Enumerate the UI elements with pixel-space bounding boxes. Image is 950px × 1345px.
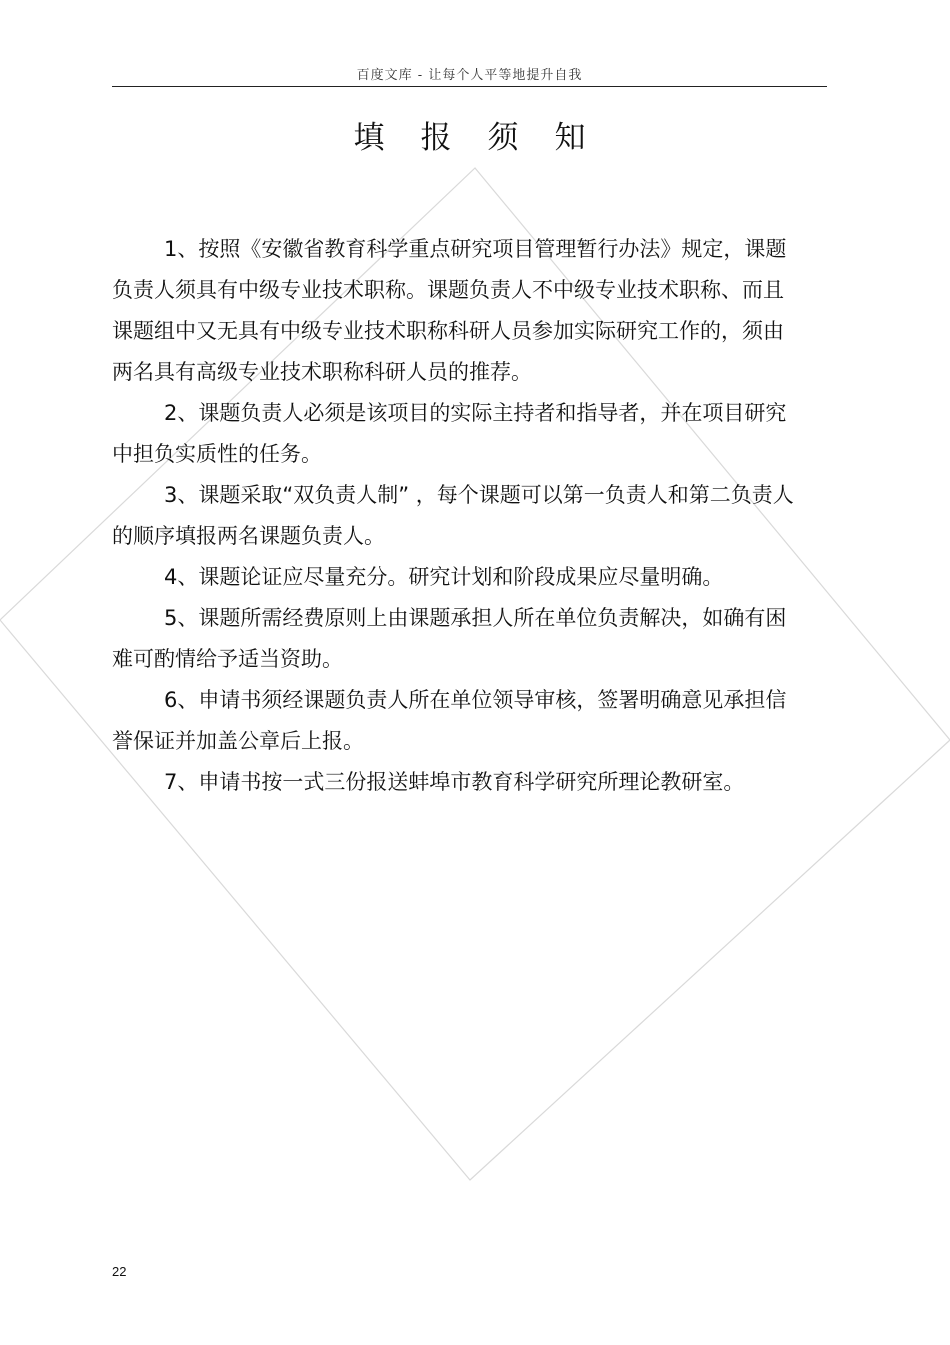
instruction-paragraph-2: 2、课题负责人必须是该项目的实际主持者和指导者，并在项目研究中担负实质性的任务。 [112, 401, 787, 466]
instruction-paragraph-6: 6、申请书须经课题负责人所在单位领导审核，签署明确意见承担信誉保证并加盖公章后上报。 [112, 688, 787, 753]
header-divider [112, 86, 827, 87]
instruction-paragraph-7: 7、申请书按一式三份报送蚌埠市教育科学研究所理论教研室。 [164, 770, 745, 794]
instruction-paragraph-4: 4、课题论证应尽量充分。研究计划和阶段成果应尽量明确。 [164, 565, 724, 589]
instructions-body [112, 229, 802, 803]
running-header: 百度文库 - 让每个人平等地提升自我 [356, 68, 583, 83]
instruction-paragraph-3: 3、课题采取“双负责人制” ，每个课题可以第一负责人和第二负责人的顺序填报两名课题负责人。 [112, 483, 794, 548]
instruction-paragraph-5: 5、课题所需经费原则上由课题承担人所在单位负责解决，如确有困难可酌情给予适当资助。 [112, 606, 787, 671]
page-number: 22 [112, 1264, 127, 1279]
page-title: 填报须知 [353, 120, 622, 156]
instruction-paragraph-1: 1、按照《安徽省教育科学重点研究项目管理暂行办法》规定，课题负责人须具有中级专业技术职称。课题负责人不中级专业技术职称、而且课题组中又无具有中级专业技术职称科研人员参加实际研究工作的，须由两名具有高级专业技术职称科研人员的推荐。 [112, 237, 787, 384]
